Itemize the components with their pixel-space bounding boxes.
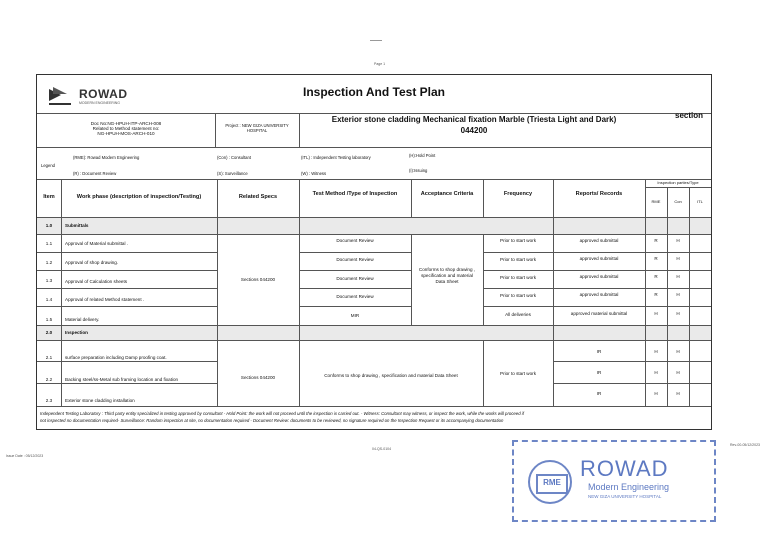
row-records: IR bbox=[596, 349, 602, 354]
col-specs: Related Specs bbox=[238, 194, 278, 200]
doc-number: Doc No:NG-HPUH-ITP-ARCH-008 bbox=[90, 121, 162, 126]
row-number: 1.5 bbox=[45, 317, 53, 322]
section-title: Inspection bbox=[65, 330, 88, 335]
document-title: Inspection And Test Plan bbox=[303, 85, 446, 99]
subject-code: 044200 bbox=[460, 126, 488, 135]
method-statement-number: NG-HPUH-MOS-ARCH-010 bbox=[97, 131, 155, 136]
row-number: 1.1 bbox=[45, 241, 53, 246]
row-con: H bbox=[676, 238, 680, 243]
scan-mark bbox=[370, 40, 382, 41]
group-specs: Sections 044200 bbox=[240, 375, 276, 380]
legend-item: (S): Surveillance bbox=[217, 171, 248, 176]
row-phase: Backing steel/ss-Metal sub framing location and fixation bbox=[65, 377, 179, 382]
row-con: H bbox=[676, 292, 680, 297]
row-records: IR bbox=[596, 370, 602, 375]
stamp-name: ROWAD bbox=[580, 456, 669, 481]
group-criteria: Conforms to shop drawing , bbox=[418, 267, 476, 272]
row-frequency: All deliveries bbox=[505, 312, 531, 317]
row-rme: R bbox=[654, 238, 658, 243]
company-stamp bbox=[512, 440, 716, 522]
row-rme: R bbox=[654, 256, 658, 261]
stamp-seal-icon bbox=[528, 460, 572, 504]
document-code: 04-QS-0104 bbox=[372, 447, 392, 451]
row-records: approved material submittal bbox=[570, 311, 628, 316]
row-method: Document Review bbox=[336, 294, 374, 299]
row-con: H bbox=[676, 370, 680, 375]
row-method: MIR bbox=[350, 313, 360, 318]
row-phase: Approval of shop drawing. bbox=[65, 260, 119, 265]
col-parties: Inspection parties/Type bbox=[657, 180, 699, 185]
section-title: Submittals bbox=[65, 223, 89, 228]
row-phase: Material delivery. bbox=[65, 317, 100, 322]
legend-item: (I):Issuing bbox=[409, 168, 428, 173]
row-rme: H bbox=[654, 311, 658, 316]
row-number: 2.2 bbox=[45, 377, 53, 382]
col-item: Item bbox=[43, 194, 55, 200]
rowad-logo-icon bbox=[47, 85, 75, 109]
row-number: 2.1 bbox=[45, 355, 53, 360]
row-records: approved submittal bbox=[579, 238, 619, 243]
legend-item: (RME): Rowad Modern Engineering bbox=[73, 155, 140, 160]
col-acceptance: Acceptance Criteria bbox=[420, 191, 474, 197]
row-phase: Approval of Calculation sheets bbox=[65, 279, 128, 284]
row-number: 1.4 bbox=[45, 297, 53, 302]
row-method: Document Review bbox=[336, 238, 374, 243]
subject-title: Exterior stone cladding Mechanical fixation Marble (Triesta Light and Dark) bbox=[331, 115, 617, 124]
row-method: Document Review bbox=[336, 276, 374, 281]
section-label: section bbox=[675, 111, 704, 120]
row-rme: R bbox=[654, 274, 658, 279]
stamp-line-1: Modern Engineering bbox=[588, 482, 670, 492]
footnote-line: Independent Testing Laboratory : Third party entity specialized in testing approved by consultant - Hold Point: the work will not proceed until the inspection is carried out. - Witness: Consultant may witness, or inspect the work, while the works will proceed if bbox=[40, 411, 524, 416]
legend-label: Legend bbox=[41, 163, 55, 168]
row-records: approved submittal bbox=[579, 292, 619, 297]
row-records: IR bbox=[596, 391, 602, 396]
group-frequency: Prior to start work bbox=[500, 371, 536, 376]
row-con: H bbox=[676, 349, 680, 354]
stamp-badge: RME bbox=[536, 474, 568, 494]
legend-item: (W) : Witness bbox=[301, 171, 327, 176]
page-marker: Page 1 bbox=[374, 62, 386, 66]
project-name: Project : NEW GIZA UNIVERSITY bbox=[225, 123, 289, 128]
revision-note: Rev-00-05/12/2023 bbox=[730, 443, 760, 447]
row-method: Document Review bbox=[336, 257, 374, 262]
row-number: 2.3 bbox=[45, 398, 53, 403]
row-phase: Exterior stone cladding installation bbox=[65, 398, 135, 403]
logo-tagline: MODERN ENGINEERING bbox=[79, 101, 121, 105]
row-frequency: Prior to start work bbox=[500, 275, 536, 280]
row-number: 1.3 bbox=[45, 278, 53, 283]
row-rme: H bbox=[654, 349, 658, 354]
row-frequency: Prior to start work bbox=[500, 293, 536, 298]
col-records: Reports/ Records bbox=[575, 191, 623, 197]
row-rme: H bbox=[654, 391, 658, 396]
logo-name: ROWAD bbox=[79, 87, 128, 101]
col-test-method: Test Method /Type of Inspection bbox=[312, 191, 398, 197]
col-party-itl: ITL bbox=[697, 199, 703, 204]
stamp-line-2: NEW GIZA UNIVERSITY HOSPITAL bbox=[588, 494, 662, 499]
row-phase: Approval of Material submittal . bbox=[65, 241, 129, 246]
footnote-line: not inspected no documentation required- Surveillance: Random inspection at site, no documentation required - Document Review: documents to be reviewed, no signature required on the Inspection Request or its accompanying documentation bbox=[40, 418, 504, 423]
group-criteria: specification and material bbox=[421, 273, 473, 278]
col-party-con: Con bbox=[674, 199, 682, 204]
row-rme: R bbox=[654, 292, 658, 297]
group-method: Conforms to shop drawing , specification and material Data Sheet bbox=[324, 373, 458, 378]
legend-item: (H):Hold Point bbox=[409, 153, 436, 158]
row-number: 1.2 bbox=[45, 260, 53, 265]
issue-date: Issue Date : 05/12/2023 bbox=[6, 454, 44, 458]
row-phase: Approval of related Method statement . bbox=[65, 297, 145, 302]
row-con: H bbox=[676, 274, 680, 279]
legend-item: (ITL) : Independent Testing laboratory bbox=[301, 155, 371, 160]
row-con: H bbox=[676, 256, 680, 261]
col-work-phase: Work phase (description of inspection/Testing) bbox=[76, 194, 202, 200]
project-name-2: HOSPITAL bbox=[246, 128, 268, 133]
row-frequency: Prior to start work bbox=[500, 238, 536, 243]
method-statement-label: Related to Method statement no: bbox=[92, 126, 160, 131]
legend-item: (Con) : Consultant bbox=[217, 155, 251, 160]
row-rme: H bbox=[654, 370, 658, 375]
group-specs: Sections 044200 bbox=[240, 277, 276, 282]
section-number: 1.0 bbox=[45, 223, 53, 228]
itp-sheet bbox=[36, 74, 712, 430]
col-party-rme: RME bbox=[651, 199, 661, 204]
row-con: H bbox=[676, 311, 680, 316]
legend-item: (R) : Document Review bbox=[73, 171, 117, 176]
row-con: H bbox=[676, 391, 680, 396]
row-records: approved submittal bbox=[579, 256, 619, 261]
section-number: 2.0 bbox=[45, 330, 53, 335]
row-phase: surface preparation including Damp proofing coat. bbox=[65, 355, 167, 360]
col-frequency: Frequency bbox=[503, 191, 533, 197]
row-records: approved submittal bbox=[579, 274, 619, 279]
row-frequency: Prior to start work bbox=[500, 257, 536, 262]
group-criteria: Data Sheet bbox=[435, 279, 459, 284]
